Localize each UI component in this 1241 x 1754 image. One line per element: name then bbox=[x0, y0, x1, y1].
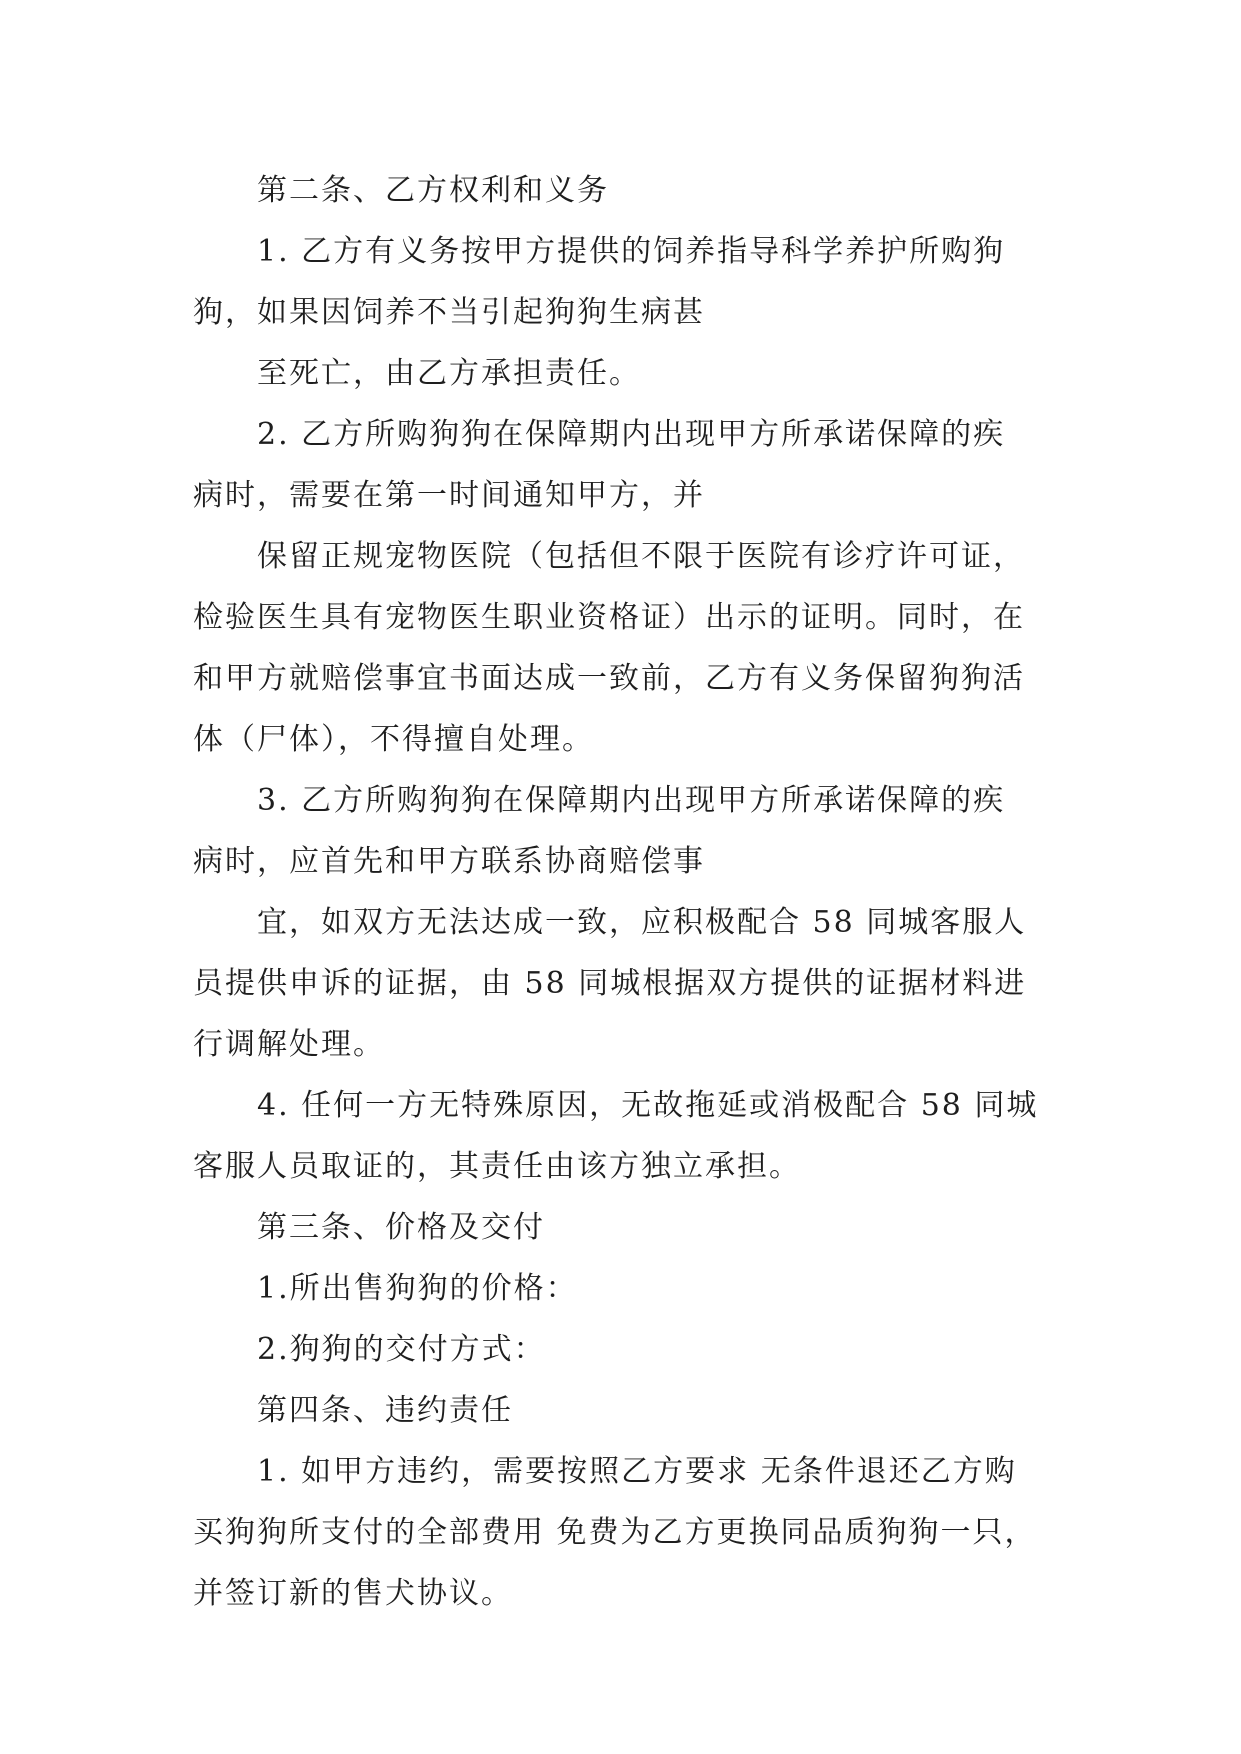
line-3: 狗，如果因饲养不当引起狗狗生病甚 bbox=[193, 295, 705, 330]
line-22: 1. 如甲方违约，需要按照乙方要求 无条件退还乙方购 bbox=[257, 1454, 1017, 1489]
line-20: 2.狗狗的交付方式： bbox=[257, 1332, 546, 1367]
line-16: 4. 任何一方无特殊原因，无故拖延或消极配合 58 同城 bbox=[257, 1088, 1039, 1123]
line-18: 第三条、价格及交付 bbox=[257, 1210, 545, 1245]
line-15: 行调解处理。 bbox=[193, 1027, 385, 1062]
line-14: 员提供申诉的证据，由 58 同城根据双方提供的证据材料进 bbox=[193, 966, 1027, 1001]
line-4: 至死亡，由乙方承担责任。 bbox=[257, 356, 641, 391]
line-19: 1.所出售狗狗的价格： bbox=[257, 1271, 578, 1306]
line-5: 2. 乙方所购狗狗在保障期内出现甲方所承诺保障的疾 bbox=[257, 417, 1006, 452]
line-6: 病时，需要在第一时间通知甲方，并 bbox=[193, 478, 705, 513]
line-12: 病时，应首先和甲方联系协商赔偿事 bbox=[193, 844, 705, 879]
line-17: 客服人员取证的，其责任由该方独立承担。 bbox=[193, 1149, 801, 1184]
line-7: 保留正规宠物医院（包括但不限于医院有诊疗许可证， bbox=[257, 539, 1025, 574]
line-8: 检验医生具有宠物医生职业资格证）出示的证明。同时，在 bbox=[193, 600, 1025, 635]
line-11: 3. 乙方所购狗狗在保障期内出现甲方所承诺保障的疾 bbox=[257, 783, 1006, 818]
line-13: 宜，如双方无法达成一致，应积极配合 58 同城客服人 bbox=[257, 905, 1027, 940]
line-21: 第四条、违约责任 bbox=[257, 1393, 513, 1428]
line-23: 买狗狗所支付的全部费用 免费为乙方更换同品质狗狗一只， bbox=[193, 1515, 1037, 1550]
line-1: 第二条、乙方权利和义务 bbox=[257, 173, 609, 208]
line-2: 1. 乙方有义务按甲方提供的饲养指导科学养护所购狗 bbox=[257, 234, 1006, 269]
line-10: 体（尸体），不得擅自处理。 bbox=[193, 722, 594, 757]
document-body bbox=[193, 160, 1055, 1624]
line-9: 和甲方就赔偿事宜书面达成一致前，乙方有义务保留狗狗活 bbox=[193, 661, 1025, 696]
line-24: 并签订新的售犬协议。 bbox=[193, 1576, 513, 1611]
